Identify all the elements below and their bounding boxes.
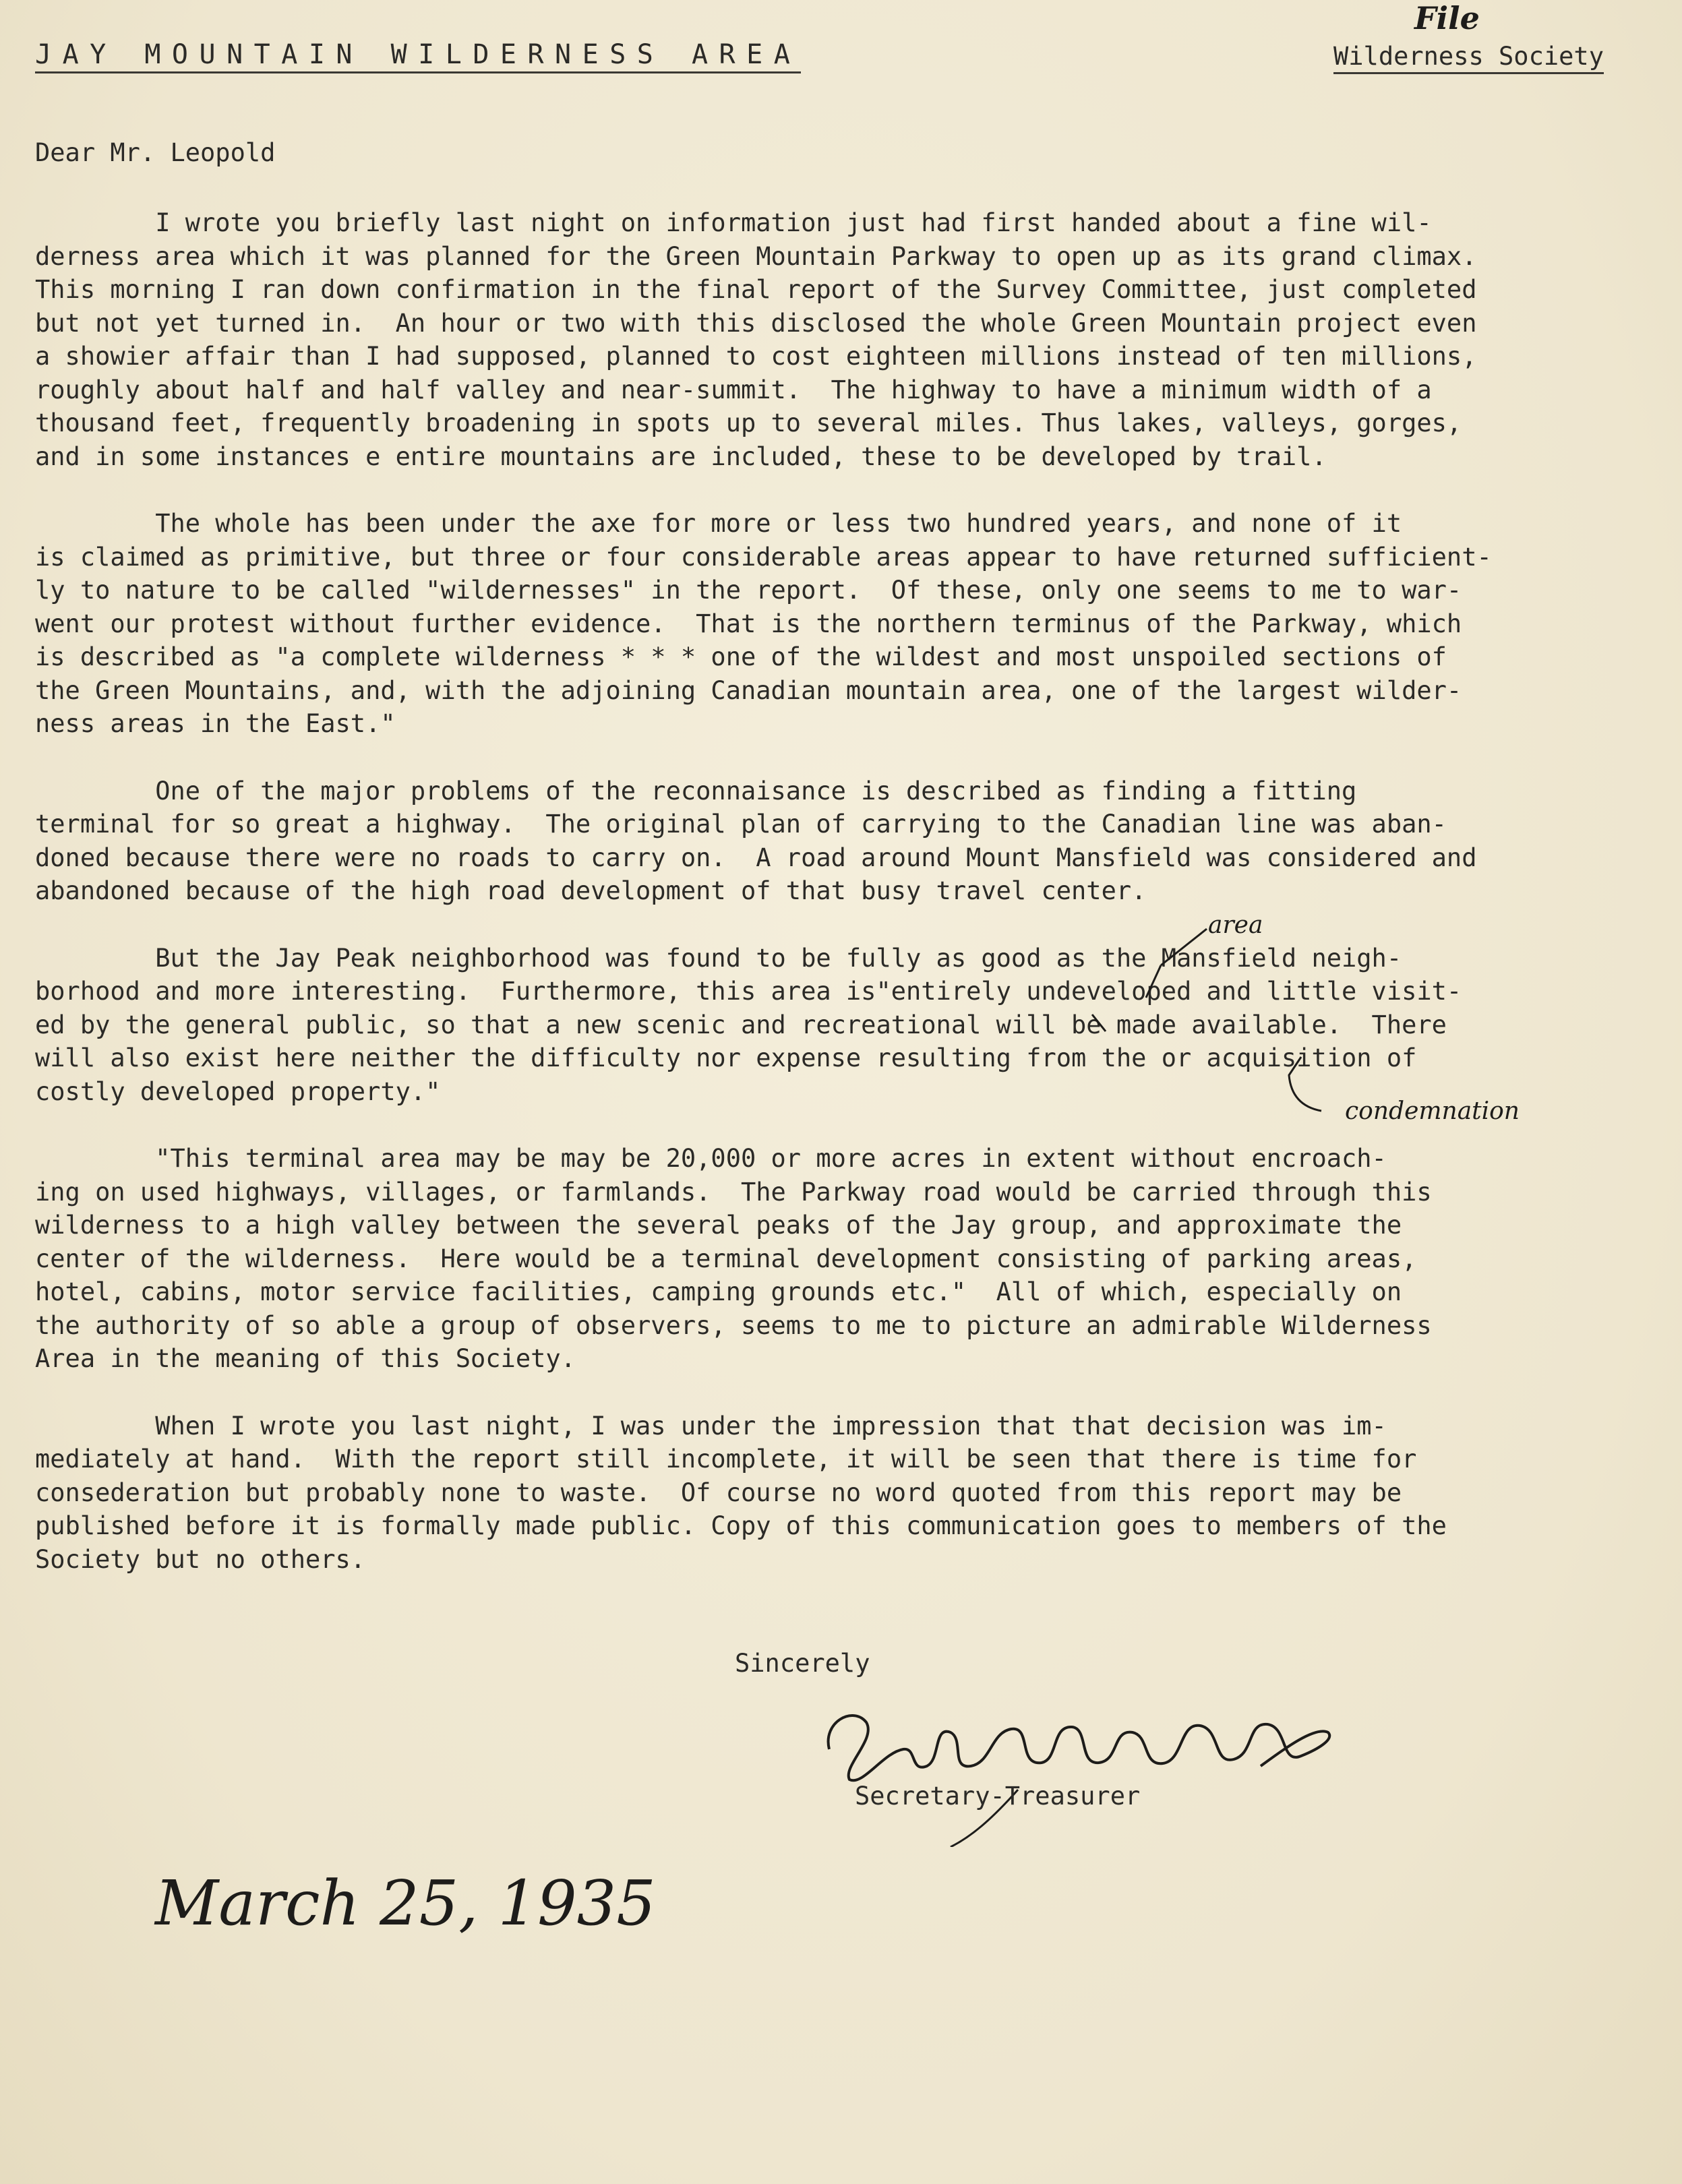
text-line: Society but no others. bbox=[35, 1544, 366, 1574]
paragraph bbox=[35, 1409, 1666, 1577]
text-line: I wrote you briefly last night on information just had first handed about a fine wil- bbox=[35, 208, 1432, 237]
salutation: Dear Mr. Leopold bbox=[35, 138, 276, 167]
text-line: center of the wilderness. Here would be a terminal development consisting of parking areas, bbox=[35, 1244, 1417, 1273]
handwritten-insert-condemnation: condemnation bbox=[1345, 1097, 1520, 1125]
text-line: One of the major problems of the reconnaisance is described as finding a fitting bbox=[35, 776, 1357, 806]
text-line: borhood and more interesting. Furthermore, this area is"entirely undeveloped and little visit- bbox=[35, 977, 1462, 1006]
text-line: This morning I ran down confirmation in the final report of the Survey Committee, just completed bbox=[35, 275, 1477, 304]
text-line: But the Jay Peak neighborhood was found to be fully as good as the Mansfield neigh- bbox=[35, 943, 1402, 973]
handwritten-insert-area: area bbox=[1208, 911, 1263, 939]
text-line: ly to nature to be called "wildernesses" in the report. Of these, only one seems to me to war- bbox=[35, 576, 1462, 605]
text-line: hotel, cabins, motor service facilities, camping grounds etc." All of which, especially on bbox=[35, 1277, 1402, 1306]
text-line: the Green Mountains, and, with the adjoining Canadian mountain area, one of the largest wilder- bbox=[35, 675, 1462, 705]
text-line: will also exist here neither the difficulty nor expense resulting from the or acquisition of bbox=[35, 1043, 1417, 1072]
text-line: terminal for so great a highway. The original plan of carrying to the Canadian line was aban- bbox=[35, 810, 1447, 839]
text-line: When I wrote you last night, I was under the impression that that decision was im- bbox=[35, 1411, 1387, 1440]
paragraph bbox=[35, 507, 1666, 741]
document-title: JAY MOUNTAIN WILDERNESS AREA bbox=[35, 39, 801, 73]
text-line: ness areas in the East." bbox=[35, 709, 396, 738]
text-line: "This terminal area may be may be 20,000 or more acres in extent without encroach- bbox=[35, 1144, 1387, 1173]
text-line: ed by the general public, so that a new scenic and recreational will be made available. There bbox=[35, 1010, 1447, 1039]
text-line: wilderness to a high valley between the several peaks of the Jay group, and approximate the bbox=[35, 1211, 1402, 1240]
paragraph bbox=[35, 942, 1666, 1109]
text-line: roughly about half and half valley and near-summit. The highway to have a minimum width of a bbox=[35, 375, 1432, 404]
text-line: is claimed as primitive, but three or four considerable areas appear to have returned sufficient- bbox=[35, 542, 1492, 572]
handwritten-date: March 25, 1935 bbox=[155, 1867, 656, 1939]
closing: Sincerely bbox=[735, 1649, 870, 1678]
text-line: and in some instances e entire mountains are included, these to be developed by trail. bbox=[35, 442, 1327, 471]
signer-title: Secretary-Treasurer bbox=[855, 1782, 1141, 1811]
text-line: doned because there were no roads to carry on. A road around Mount Mansfield was considered and bbox=[35, 843, 1477, 872]
text-line: The whole has been under the axe for more or less two hundred years, and none of it bbox=[35, 509, 1402, 538]
text-line: the authority of so able a group of observers, seems to me to picture an admirable Wilderness bbox=[35, 1310, 1432, 1340]
text-line: ing on used highways, villages, or farmlands. The Parkway road would be carried through this bbox=[35, 1177, 1432, 1207]
letter-body bbox=[35, 206, 1666, 1610]
signature-stroke bbox=[829, 1716, 1330, 1780]
text-line: abandoned because of the high road development of that busy travel center. bbox=[35, 876, 1147, 905]
text-line: costly developed property." bbox=[35, 1076, 441, 1106]
text-line: Area in the meaning of this Society. bbox=[35, 1344, 576, 1373]
text-line: published before it is formally made public. Copy of this communication goes to members of the bbox=[35, 1511, 1447, 1540]
paragraph bbox=[35, 775, 1666, 908]
text-line: is described as "a complete wilderness * * * one of the wildest and most unspoiled sections of bbox=[35, 642, 1447, 671]
organization-name: Wilderness Society bbox=[1333, 42, 1604, 74]
text-line: thousand feet, frequently broadening in spots up to several miles. Thus lakes, valleys, gorges, bbox=[35, 408, 1462, 437]
handwritten-file-note: File bbox=[1414, 0, 1480, 36]
handwritten-signature bbox=[816, 1685, 1342, 1847]
text-line: but not yet turned in. An hour or two with this disclosed the whole Green Mountain project even bbox=[35, 308, 1477, 338]
text-line: went our protest without further evidence. That is the northern terminus of the Parkway, which bbox=[35, 609, 1462, 638]
paragraph bbox=[35, 1142, 1666, 1376]
text-line: consederation but probably none to waste. Of course no word quoted from this report may be bbox=[35, 1478, 1402, 1507]
text-line: a showier affair than I had supposed, planned to cost eighteen millions instead of ten millions, bbox=[35, 342, 1477, 371]
text-line: derness area which it was planned for the Green Mountain Parkway to open up as its grand climax. bbox=[35, 241, 1477, 271]
paragraph bbox=[35, 206, 1666, 473]
text-line: mediately at hand. With the report still incomplete, it will be seen that there is time for bbox=[35, 1445, 1417, 1474]
